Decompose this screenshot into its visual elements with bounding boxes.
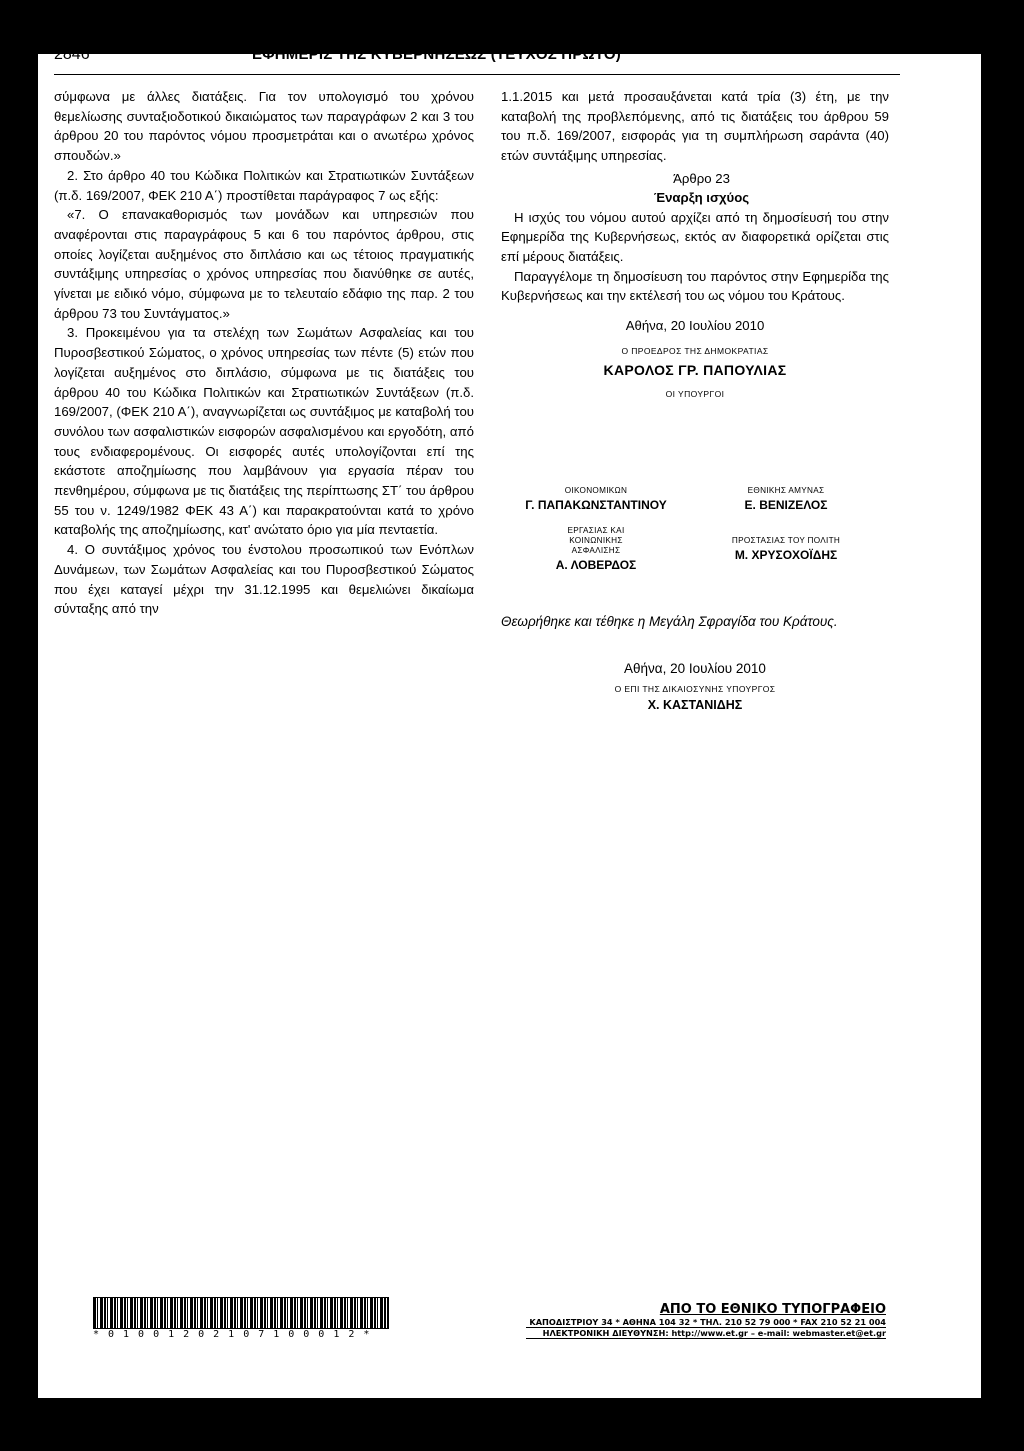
minister-signature: [546, 526, 646, 572]
president-role: Ο ΠΡΟΕΔΡΟΣ ΤΗΣ ΔΗΜΟΚΡΑΤΙΑΣ: [621, 345, 769, 356]
minister-signature: [501, 486, 691, 512]
right-column: [501, 87, 889, 405]
place-date: Αθήνα, 20 Ιουλίου 2010: [625, 318, 765, 334]
header-rule: [54, 74, 900, 75]
place-date: Αθήνα, 20 Ιουλίου 2010: [624, 661, 766, 676]
minister-name: Μ. ΧΡΥΣΟΧΟΪΔΗΣ: [734, 548, 838, 562]
ministers-label: ΟΙ ΥΠΟΥΡΓΟΙ: [665, 389, 725, 400]
page-header: [54, 46, 902, 74]
minister-role: ΕΘΝΙΚΗΣ ΑΜΥΝΑΣ: [747, 486, 825, 495]
paragraph: 2. Στο άρθρο 40 του Κώδικα Πολιτικών και Στρατιωτικών Συντάξεων (π.δ. 169/2007, ΦΕΚ 210 Α΄) προστίθεται παράγραφος 7 ως εξής:: [54, 167, 474, 203]
paragraph: 3. Προκειμένου για τα στελέχη των Σωμάτων Ασφαλείας και του Πυροσβεστικού Σώματος, ο χρόνος υπηρεσίας των πέντε (5) ετών που λογίζεται αυξημένος στο διπλάσιο, σύμφωνα με τις διατάξεις του άρθρου 40 του Κώδικα Πολιτικών και Στρατιωτικών Συντάξεων (π.δ. 169/2007, (ΦΕΚ 210 Α΄), αναγνωρίζεται ως συντάξιμος με καταβολή του συνόλου των ασφαλιστικών εισφορών ασφαλισμένου και εργοδότη, από τους ενδιαφερομένους. Οι εισφορές αυτές υπολογίζονται επί της εκάστοτε αποζημίωσης που λαμβάνουν για εργασία πέραν του πενθημέρου, σύμφωνα με τις διατάξεις της περίπτωσης ΣΤ΄ του άρθρου 55 του ν. 1249/1982 ΦΕΚ 43 Α΄) και παρακρατούνται κατά το χρόνο καταβολής της αποζημίωσης, κατ' ανώτατο όριο για μία πενταετία.: [54, 325, 474, 538]
page-number: 2846: [54, 46, 90, 63]
justice-signature: [501, 661, 889, 712]
left-column: [54, 87, 474, 619]
justice-role: Ο ΕΠΙ ΤΗΣ ΔΙΚΑΙΟΣΥΝΗΣ ΥΠΟΥΡΓΟΣ: [614, 684, 776, 694]
journal-title: ΕΦΗΜΕΡΙΣ ΤΗΣ ΚΥΒΕΡΝΗΣΕΩΣ (ΤΕΥΧΟΣ ΠΡΩΤΟ): [252, 46, 621, 63]
minister-name: Α. ΛΟΒΕΡΔΟΣ: [555, 558, 637, 572]
paragraph: Η ισχύς του νόμου αυτού αρχίζει από τη δημοσίευσή του στην Εφημερίδα της Κυβερνήσεως, εκτός αν διαφορετικά ορίζεται στις επί μέρους διατάξεις.: [501, 209, 889, 264]
printer-imprint: [526, 1302, 886, 1339]
paragraph: 1.1.2015 και μετά προσαυξάνεται κατά τρία (3) έτη, με την καταβολή της προβλεπόμενης, από τις διατάξεις του άρθρου 59 του π.δ. 169/2007, εισφοράς για τη συμπλήρωση σαράντα (40) ετών συντάξιμης υπηρεσίας.: [501, 89, 889, 164]
barcode: [93, 1297, 387, 1341]
justice-name: Χ. ΚΑΣΤΑΝΙΔΗΣ: [647, 698, 743, 712]
paragraph: «7. Ο επανακαθορισμός των μονάδων και υπηρεσιών που αναφέρονται στις παραγράφους 5 και 6 του παρόντος άρθρου, στις οποίες λογίζεται αυξημένος στο διπλάσιο και ως τέτοιος πραγματικής συντάξιμης υπηρεσίας ο χρόνος υπηρεσίας που διανύθηκε σε αυτές, γίνεται με ειδικό νόμο, σύμφωνα με το τελευταίο εδάφιο της παρ. 2 του άρθρου 73 του Συντάγματος.»: [54, 207, 474, 321]
minister-role: ΟΙΚΟΝΟΜΙΚΩΝ: [564, 486, 628, 495]
paragraph: Παραγγέλομε τη δημοσίευση του παρόντος στην Εφημερίδα της Κυβερνήσεως και την εκτέλεσή του ως νόμου του Κράτους.: [501, 268, 889, 304]
minister-name: Γ. ΠΑΠΑΚΩΝΣΤΑΝΤΙΝΟΥ: [525, 498, 667, 512]
seal-note: Θεωρήθηκε και τέθηκε η Μεγάλη Σφραγίδα του Κράτους.: [501, 614, 838, 629]
minister-signature: [691, 486, 881, 512]
paragraph: 4. Ο συντάξιμος χρόνος του ένστολου προσωπικού των Ενόπλων Δυνάμεων, των Σωμάτων Ασφαλείας και του Πυροσβεστικού Σώματος που έχει καταγεί μέχρι την 31.12.1995 και θεμελιώνει δικαίωμα σύνταξης από την: [54, 542, 474, 617]
minister-name: Ε. ΒΕΝΙΖΕΛΟΣ: [744, 498, 828, 512]
printer-name: ΑΠΟ ΤΟ ΕΘΝΙΚΟ ΤΥΠΟΓΡΑΦΕΙΟ: [659, 1302, 886, 1317]
printer-web: ΗΛΕΚΤΡΟΝΙΚΗ ΔΙΕΥΘΥΝΣΗ: http://www.et.gr – e-mail: webmaster.et@et.gr: [526, 1328, 886, 1339]
barcode-bars: [93, 1297, 389, 1329]
minister-signature: [691, 536, 881, 562]
paragraph: σύμφωνα με άλλες διατάξεις. Για τον υπολογισμό του χρόνου θεμελίωσης συνταξιοδοτικού δικαιώματος των παραγράφων 2 και 3 του άρθρου 20 του παρόντος νόμου προσμετράται και ο ανωτέρω χρόνος σπουδών.»: [54, 89, 474, 164]
ministers-signatures: [501, 486, 889, 596]
article-title: Άρθρο 23: [673, 170, 730, 186]
printer-address: ΚΑΠΟΔΙΣΤΡΙΟΥ 34 * ΑΘΗΝΑ 104 32 * ΤΗΛ. 210 52 79 000 * FAX 210 52 21 004: [526, 1317, 886, 1328]
barcode-digits: *01001202107100012*: [93, 1329, 379, 1340]
article-subtitle: Έναρξη ισχύος: [653, 189, 750, 205]
president-name: ΚΑΡΟΛΟΣ ΓΡ. ΠΑΠΟΥΛΙΑΣ: [603, 362, 787, 379]
minister-role: ΠΡΟΣΤΑΣΙΑΣ ΤΟΥ ΠΟΛΙΤΗ: [731, 536, 841, 545]
minister-role: ΕΡΓΑΣΙΑΣ ΚΑΙ ΚΟΙΝΩΝΙΚΗΣ ΑΣΦΑΛΙΣΗΣ: [567, 526, 625, 555]
